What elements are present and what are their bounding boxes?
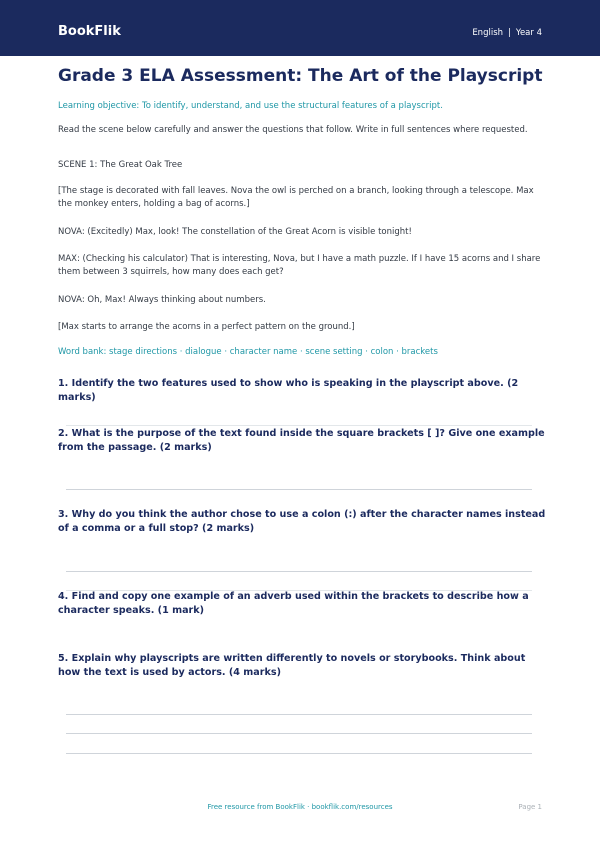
subject-year-label bbox=[472, 28, 542, 38]
year-label: Year 4 bbox=[515, 28, 542, 38]
dialogue-line: NOVA: Oh, Max! Always thinking about numbers. bbox=[58, 295, 266, 305]
footer-credit: Free resource from BookFlik · bookflik.com/resources bbox=[207, 803, 393, 811]
learning-objective: Learning objective: To identify, understand, and use the structural features of a playscript. bbox=[58, 101, 443, 111]
page-title: Grade 3 ELA Assessment: The Art of the Playscript bbox=[58, 66, 543, 86]
stage-direction: [Max starts to arrange the acorns in a perfect pattern on the ground.] bbox=[58, 322, 355, 332]
page-number: Page 1 bbox=[518, 803, 542, 811]
word-bank: Word bank: stage directions · dialogue · character name · scene setting · colon · brackets bbox=[58, 347, 438, 357]
question-1: 1. Identify the two features used to show who is speaking in the playscript above. (2 marks) bbox=[58, 378, 519, 403]
subject-label: English bbox=[472, 28, 504, 38]
question-3: 3. Why do you think the author chose to use a colon (:) after the character names instead of a comma or a full stop? (2 marks) bbox=[58, 509, 546, 534]
question-4: 4. Find and copy one example of an adverb used within the brackets to describe how a character speaks. (1 mark) bbox=[58, 591, 529, 616]
separator: | bbox=[508, 28, 511, 38]
page-header bbox=[0, 0, 600, 56]
instructions: Read the scene below carefully and answer the questions that follow. Write in full sentences where requested. bbox=[58, 125, 528, 135]
answer-line[interactable] bbox=[66, 571, 532, 572]
dialogue-line: MAX: (Checking his calculator) That is interesting, Nova, but I have a math puzzle. If I have 15 acorns and I share them between 3 squirrels, how many does each get? bbox=[58, 254, 541, 277]
stage-direction: [The stage is decorated with fall leaves. Nova the owl is perched on a branch, looking through a telescope. Max the monkey enters, holding a bag of acorns.] bbox=[58, 186, 534, 209]
answer-line[interactable] bbox=[66, 425, 532, 426]
question-2: 2. What is the purpose of the text found inside the square brackets [ ]? Give one example from the passage. (2 marks) bbox=[58, 428, 545, 453]
scene-heading: SCENE 1: The Great Oak Tree bbox=[58, 160, 183, 170]
answer-line[interactable] bbox=[66, 753, 532, 754]
answer-line[interactable] bbox=[66, 733, 532, 734]
answer-line[interactable] bbox=[66, 714, 532, 715]
question-5: 5. Explain why playscripts are written differently to novels or storybooks. Think about how the text is used by actors. (4 marks) bbox=[58, 653, 526, 678]
dialogue-line: NOVA: (Excitedly) Max, look! The constellation of the Great Acorn is visible tonight! bbox=[58, 227, 412, 237]
brand-logo: BookFlik bbox=[58, 24, 121, 39]
answer-line[interactable] bbox=[66, 590, 532, 591]
answer-line[interactable] bbox=[66, 489, 532, 490]
